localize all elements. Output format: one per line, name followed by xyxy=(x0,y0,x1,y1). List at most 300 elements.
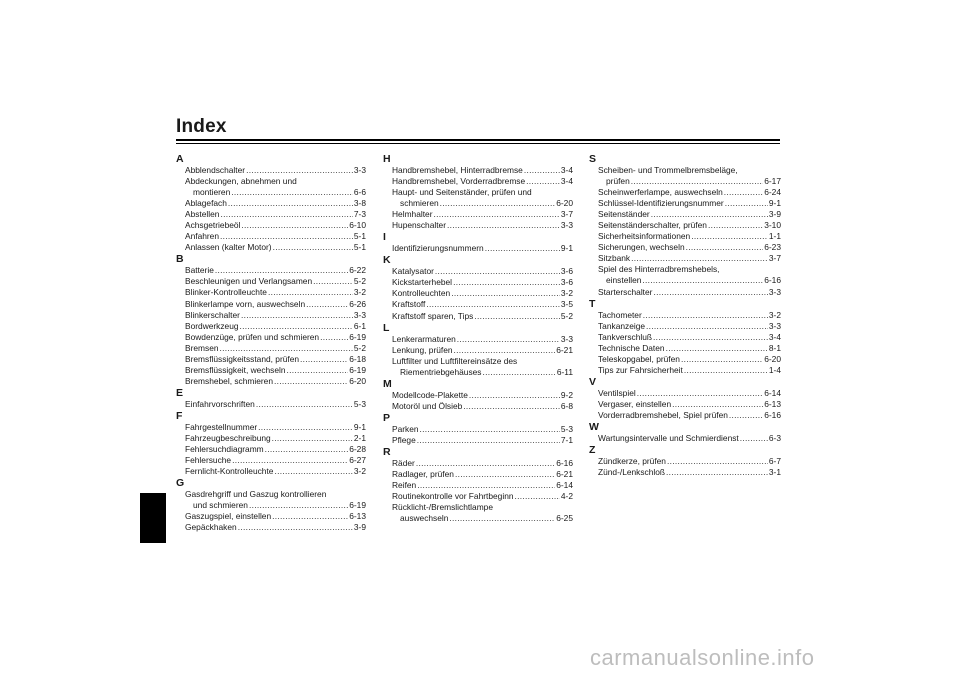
leader-dots xyxy=(440,198,556,209)
index-entry[interactable] xyxy=(589,467,781,478)
index-entry-text: Fehlersuchdiagramm xyxy=(185,444,264,455)
index-entry-text: Helmhalter xyxy=(392,209,433,220)
index-entry-text: Tachometer xyxy=(598,309,642,320)
index-entry[interactable] xyxy=(176,220,366,231)
index-entry-text: Starterschalter xyxy=(598,286,653,297)
section-letter: A xyxy=(176,153,184,165)
index-entry[interactable] xyxy=(176,310,366,321)
section-letter: R xyxy=(383,445,391,458)
index-entry-page: 6-18 xyxy=(349,353,366,364)
index-entry-page: 9-1 xyxy=(768,198,781,209)
index-entry-page: 1-4 xyxy=(768,364,781,375)
index-entry-text: Achsgetriebeöl xyxy=(185,220,241,231)
index-entry-page: 3-4 xyxy=(768,331,781,342)
index-entry-text: Fernlicht-Kontrolleuchte xyxy=(185,466,274,477)
index-entry[interactable] xyxy=(383,266,573,277)
index-entry[interactable] xyxy=(589,287,781,298)
index-entry[interactable] xyxy=(589,456,781,467)
index-entry[interactable] xyxy=(383,299,573,310)
index-entry-text: Zünd-/Lenkschloß xyxy=(598,467,666,478)
index-entry-page: 9-1 xyxy=(560,243,573,254)
index-entry-text: Blinker-Kontrolleuchte xyxy=(185,287,267,298)
index-entry[interactable] xyxy=(176,466,366,477)
index-entry-text: Pflege xyxy=(392,434,416,445)
leader-dots xyxy=(708,220,763,231)
leader-dots xyxy=(256,399,353,410)
index-entry-text: Ventilspiel xyxy=(598,387,636,398)
index-entry[interactable] xyxy=(176,209,366,220)
index-entry-text: Sicherheitsinformationen xyxy=(598,231,691,242)
index-entry-text: Anlassen (kalter Motor) xyxy=(185,242,272,253)
index-entry-page: 5-1 xyxy=(353,242,366,253)
index-entry-page: 3-9 xyxy=(768,209,781,220)
index-entry-page: 5-1 xyxy=(353,231,366,242)
index-entry-page: 5-2 xyxy=(353,342,366,353)
index-entry-page: 6-1 xyxy=(353,320,366,331)
index-entry[interactable] xyxy=(176,455,366,466)
index-entry-page: 6-26 xyxy=(349,298,366,309)
index-entry-page: 6-23 xyxy=(764,242,781,253)
index-entry-page: 3-3 xyxy=(353,309,366,320)
leader-dots xyxy=(232,455,348,466)
index-entry-text: Bremsflüssigkeit, wechseln xyxy=(185,364,286,375)
page-title: Index xyxy=(176,116,227,137)
index-entry[interactable] xyxy=(383,288,573,299)
leader-dots xyxy=(313,276,353,287)
index-entry-page: 3-4 xyxy=(560,165,573,175)
index-entry-text: Wartungsintervalle und Schmierdienst xyxy=(598,432,739,443)
section-letter: T xyxy=(589,297,596,310)
index-entry-text: Gaszugspiel, einstellen xyxy=(185,511,272,522)
title-rule-thick xyxy=(176,139,780,141)
index-entry-page: 3-6 xyxy=(560,277,573,288)
index-entry[interactable] xyxy=(383,401,573,412)
index-entry-text: montieren xyxy=(193,187,231,198)
index-entry[interactable] xyxy=(176,433,366,444)
index-entry-page: 6-16 xyxy=(764,275,781,286)
leader-dots xyxy=(453,277,560,288)
index-entry-page: 9-2 xyxy=(560,389,573,400)
index-entry[interactable] xyxy=(176,376,366,387)
index-entry[interactable] xyxy=(383,469,573,480)
leader-dots xyxy=(469,390,560,401)
leader-dots xyxy=(287,365,349,376)
index-entry[interactable] xyxy=(383,480,573,491)
index-entry[interactable] xyxy=(176,299,366,310)
index-entry-text: Bremshebel, schmieren xyxy=(185,375,273,386)
leader-dots xyxy=(451,288,560,299)
index-entry-text: Teleskopgabel, prüfen xyxy=(598,353,680,364)
index-entry[interactable] xyxy=(176,231,366,242)
index-entry-page: 5-3 xyxy=(353,398,366,409)
index-entry-text: Batterie xyxy=(185,265,214,276)
leader-dots xyxy=(724,187,763,198)
leader-dots xyxy=(485,243,560,254)
leader-dots xyxy=(274,376,348,387)
index-entry-page: 3-7 xyxy=(768,253,781,264)
index-entry-line: Spiel des Hinterradbremshebels, xyxy=(598,264,720,275)
index-entry-page: 3-2 xyxy=(560,288,573,299)
leader-dots xyxy=(220,343,353,354)
index-entry-page: 6-21 xyxy=(556,468,573,479)
index-entry-text: prüfen xyxy=(606,176,630,187)
index-entry-page: 3-1 xyxy=(768,467,781,478)
index-entry[interactable] xyxy=(589,433,781,444)
index-entry[interactable] xyxy=(176,422,366,433)
leader-dots xyxy=(474,311,560,322)
index-entry[interactable] xyxy=(589,209,781,220)
index-entry-text: Routinekontrolle vor Fahrtbeginn xyxy=(392,491,514,502)
index-entry-text: Anfahren xyxy=(185,231,219,242)
index-entry[interactable] xyxy=(176,511,366,522)
leader-dots xyxy=(272,511,348,522)
index-entry-text: Ablagefach xyxy=(185,198,227,209)
leader-dots xyxy=(215,265,348,276)
index-entry[interactable] xyxy=(176,343,366,354)
index-entry-text: Kontrolleuchten xyxy=(392,288,451,299)
leader-dots xyxy=(686,242,764,253)
index-entry-page: 6-19 xyxy=(349,364,366,375)
index-entry-page: 6-7 xyxy=(768,456,781,467)
leader-dots xyxy=(300,354,348,365)
index-entry-page: 3-3 xyxy=(768,286,781,297)
index-entry-page: 6-25 xyxy=(556,513,573,524)
index-entry-text: Parken xyxy=(392,423,419,434)
leader-dots xyxy=(241,310,353,321)
index-entry[interactable] xyxy=(383,311,573,322)
index-entry[interactable] xyxy=(383,165,573,176)
index-entry-page: 6-20 xyxy=(556,198,573,209)
leader-dots xyxy=(643,310,768,321)
index-entry-line: Rücklicht-/Bremslichtlampe xyxy=(392,502,493,513)
index-entry[interactable] xyxy=(176,399,366,410)
index-entry[interactable] xyxy=(589,310,781,321)
index-entry-line: Haupt- und Seitenständer, prüfen und xyxy=(392,187,532,198)
leader-dots xyxy=(482,367,555,378)
leader-dots xyxy=(526,176,560,187)
index-entry-page: 3-2 xyxy=(353,466,366,477)
index-entry-text: Beschleunigen und Verlangsamen xyxy=(185,276,313,287)
index-entry[interactable] xyxy=(589,332,781,343)
index-entry[interactable] xyxy=(589,242,781,253)
index-entry-text: Reifen xyxy=(392,480,417,491)
index-entry[interactable] xyxy=(589,388,781,399)
leader-dots xyxy=(246,165,353,176)
index-entry[interactable] xyxy=(176,165,366,176)
leader-dots xyxy=(220,231,353,242)
index-entry-page: 6-16 xyxy=(764,409,781,420)
leader-dots xyxy=(653,287,767,298)
leader-dots xyxy=(434,209,560,220)
index-entry[interactable] xyxy=(176,265,366,276)
leader-dots xyxy=(637,388,764,399)
index-entry-text: Fahrzeugbeschreibung xyxy=(185,432,271,443)
title-rule-thin xyxy=(176,143,780,144)
index-entry[interactable] xyxy=(589,354,781,365)
index-entry-text: einstellen xyxy=(606,275,642,286)
index-entry[interactable] xyxy=(383,367,573,378)
index-entry-text: und schmieren xyxy=(193,500,248,511)
index-entry[interactable] xyxy=(589,220,781,231)
leader-dots xyxy=(420,424,560,435)
index-entry-text: Handbremshebel, Vorderradbremse xyxy=(392,176,526,187)
index-entry-text: Räder xyxy=(392,457,415,468)
index-entry-text: Blinkerschalter xyxy=(185,309,240,320)
index-entry-page: 3-3 xyxy=(560,333,573,344)
leader-dots xyxy=(631,253,768,264)
index-entry-page: 6-3 xyxy=(768,432,781,443)
index-entry-text: Schlüssel-Identifizierungsnummer xyxy=(598,198,724,209)
index-entry-page: 3-9 xyxy=(353,522,366,533)
index-entry[interactable] xyxy=(383,209,573,220)
index-entry-text: Radlager, prüfen xyxy=(392,468,454,479)
index-entry-page: 3-7 xyxy=(560,209,573,220)
leader-dots xyxy=(268,287,353,298)
section-letter: L xyxy=(383,321,390,334)
index-entry-page: 3-2 xyxy=(768,309,781,320)
leader-dots xyxy=(416,458,555,469)
index-entry[interactable] xyxy=(589,231,781,242)
index-entry-page: 6-19 xyxy=(349,500,366,511)
leader-dots xyxy=(681,354,763,365)
index-entry[interactable] xyxy=(589,399,781,410)
leader-dots xyxy=(435,266,560,277)
leader-dots xyxy=(672,399,763,410)
index-entry-text: Hupenschalter xyxy=(392,220,447,231)
index-entry-text: Bremsflüssigkeitsstand, prüfen xyxy=(185,353,300,364)
leader-dots xyxy=(249,500,348,511)
index-entry-text: Modellcode-Plakette xyxy=(392,389,468,400)
leader-dots xyxy=(524,165,560,176)
index-entry-page: 6-27 xyxy=(349,455,366,466)
index-entry[interactable] xyxy=(383,491,573,502)
index-entry[interactable] xyxy=(176,198,366,209)
index-entry-page: 3-5 xyxy=(560,299,573,310)
leader-dots xyxy=(515,491,560,502)
index-entry-page: 3-3 xyxy=(353,165,366,175)
leader-dots xyxy=(241,220,348,231)
index-entry-page: 1-1 xyxy=(768,231,781,242)
index-entry[interactable] xyxy=(383,513,573,524)
index-entry[interactable] xyxy=(176,500,366,511)
index-entry[interactable] xyxy=(176,354,366,365)
index-entry[interactable] xyxy=(176,187,366,198)
index-entry[interactable] xyxy=(383,345,573,356)
index-entry-page: 3-3 xyxy=(768,320,781,331)
index-entry-page: 9-1 xyxy=(353,421,366,432)
leader-dots xyxy=(258,422,353,433)
index-entry[interactable] xyxy=(383,243,573,254)
index-entry[interactable] xyxy=(589,187,781,198)
index-entry-page: 6-20 xyxy=(764,353,781,364)
section-letter: G xyxy=(176,477,185,490)
index-entry-text: schmieren xyxy=(400,198,439,209)
section-letter: F xyxy=(176,409,183,422)
leader-dots xyxy=(265,444,349,455)
chapter-thumb-tab xyxy=(140,493,166,543)
leader-dots xyxy=(653,332,768,343)
index-entry-page: 3-10 xyxy=(764,220,781,231)
index-entry-page: 3-2 xyxy=(353,287,366,298)
index-entry[interactable] xyxy=(589,253,781,264)
index-entry[interactable] xyxy=(589,365,781,376)
leader-dots xyxy=(231,187,353,198)
index-entry-text: Abstellen xyxy=(185,209,220,220)
index-entry-page: 6-17 xyxy=(764,176,781,187)
index-entry-page: 3-4 xyxy=(560,176,573,187)
index-entry-text: Abblendschalter xyxy=(185,165,246,175)
index-entry[interactable] xyxy=(176,276,366,287)
index-entry-text: Blinkerlampe vorn, auswechseln xyxy=(185,298,306,309)
leader-dots xyxy=(228,198,353,209)
index-entry-text: Vergaser, einstellen xyxy=(598,398,672,409)
index-entry-page: 3-8 xyxy=(353,198,366,209)
index-entry-page: 8-1 xyxy=(768,342,781,353)
index-entry[interactable] xyxy=(176,522,366,533)
watermark: carmanualsonline.info xyxy=(590,645,815,670)
section-letter: E xyxy=(176,386,184,399)
index-entry[interactable] xyxy=(383,334,573,345)
index-entry[interactable] xyxy=(383,176,573,187)
leader-dots xyxy=(691,231,768,242)
leader-dots xyxy=(447,220,560,231)
index-entry-page: 5-3 xyxy=(560,423,573,434)
section-letter: H xyxy=(383,153,391,165)
section-letter: M xyxy=(383,377,392,390)
index-entry-text: Sitzbank xyxy=(598,253,631,264)
index-entry[interactable] xyxy=(589,343,781,354)
index-entry-line: Abdeckungen, abnehmen und xyxy=(185,176,297,187)
index-entry-text: Handbremshebel, Hinterradbremse xyxy=(392,165,523,175)
index-entry-page: 6-19 xyxy=(349,331,366,342)
section-letter: S xyxy=(589,153,597,165)
leader-dots xyxy=(666,343,768,354)
section-letter: I xyxy=(383,231,386,244)
index-entry-line: Gasdrehgriff und Gaszug kontrollieren xyxy=(185,489,327,500)
index-entry-text: Tips zur Fahrsicherheit xyxy=(598,364,683,375)
index-entry-text: Lenkerarmaturen xyxy=(392,333,456,344)
index-entry[interactable] xyxy=(176,365,366,376)
index-entry-page: 6-20 xyxy=(349,375,366,386)
index-entry-line: Luftfilter und Luftfiltereinsätze des xyxy=(392,355,518,366)
index-entry-text: Gepäckhaken xyxy=(185,522,237,533)
leader-dots xyxy=(220,209,352,220)
index-entry-page: 4-2 xyxy=(560,491,573,502)
index-entry-page: 6-14 xyxy=(764,387,781,398)
section-letter: V xyxy=(589,375,597,388)
index-entry-page: 6-10 xyxy=(349,220,366,231)
index-entry-text: Katalysator xyxy=(392,266,434,277)
index-entry-page: 6-16 xyxy=(556,457,573,468)
index-entry-text: Bremsen xyxy=(185,342,219,353)
index-entry-text: Tankverschluß xyxy=(598,331,652,342)
index-entry-page: 6-21 xyxy=(556,344,573,355)
index-entry-page: 5-2 xyxy=(560,310,573,321)
index-entry-text: Identifizierungsnummern xyxy=(392,243,484,254)
leader-dots xyxy=(449,513,555,524)
leader-dots xyxy=(729,410,763,421)
index-entry-text: Seitenständer xyxy=(598,209,650,220)
index-entry-page: 6-22 xyxy=(349,265,366,276)
index-entry-text: Kraftstoff sparen, Tips xyxy=(392,310,474,321)
index-entry-page: 6-8 xyxy=(560,400,573,411)
index-entry-text: Scheinwerferlampe, auswechseln xyxy=(598,187,723,198)
index-column-2 xyxy=(383,153,573,524)
index-entry[interactable] xyxy=(589,275,781,286)
section-letter: P xyxy=(383,411,391,424)
index-entry[interactable] xyxy=(589,176,781,187)
leader-dots xyxy=(417,480,555,491)
index-entry[interactable] xyxy=(589,198,781,209)
index-column-1 xyxy=(176,153,366,533)
index-entry-page: 6-13 xyxy=(349,511,366,522)
index-entry-page: 2-1 xyxy=(353,432,366,443)
leader-dots xyxy=(740,433,768,444)
leader-dots xyxy=(455,469,555,480)
index-entry-page: 7-3 xyxy=(353,209,366,220)
leader-dots xyxy=(666,467,768,478)
leader-dots xyxy=(417,435,560,446)
leader-dots xyxy=(273,242,353,253)
index-entry[interactable] xyxy=(176,332,366,343)
index-entry-text: Seitenständerschalter, prüfen xyxy=(598,220,707,231)
index-entry-text: Tankanzeige xyxy=(598,320,646,331)
leader-dots xyxy=(320,332,348,343)
index-entry[interactable] xyxy=(383,390,573,401)
index-entry-page: 6-13 xyxy=(764,398,781,409)
leader-dots xyxy=(684,365,768,376)
leader-dots xyxy=(272,433,353,444)
index-entry[interactable] xyxy=(383,220,573,231)
index-entry-text: Kickstarterhebel xyxy=(392,277,453,288)
index-entry-text: Motoröl und Ölsieb xyxy=(392,400,463,411)
index-entry-page: 6-11 xyxy=(556,366,573,377)
index-entry-text: Einfahrvorschriften xyxy=(185,398,255,409)
section-letter: K xyxy=(383,254,391,267)
index-entry[interactable] xyxy=(383,198,573,209)
index-entry[interactable] xyxy=(383,424,573,435)
index-entry-text: Zündkerze, prüfen xyxy=(598,456,666,467)
index-entry[interactable] xyxy=(383,458,573,469)
index-entry[interactable] xyxy=(176,242,366,253)
leader-dots xyxy=(725,198,768,209)
index-entry[interactable] xyxy=(383,277,573,288)
index-entry[interactable] xyxy=(589,410,781,421)
index-entry[interactable] xyxy=(176,287,366,298)
index-entry-text: Riementriebgehäuses xyxy=(400,366,482,377)
index-entry-text: auswechseln xyxy=(400,513,449,524)
leader-dots xyxy=(631,176,763,187)
section-letter: W xyxy=(589,420,599,433)
index-entry[interactable] xyxy=(589,321,781,332)
leader-dots xyxy=(454,345,556,356)
index-entry[interactable] xyxy=(176,444,366,455)
index-entry-page: 6-24 xyxy=(764,187,781,198)
leader-dots xyxy=(642,275,763,286)
index-entry-text: Kraftstoff xyxy=(392,299,426,310)
index-entry[interactable] xyxy=(176,321,366,332)
index-entry-text: Fehlersuche xyxy=(185,455,232,466)
leader-dots xyxy=(457,334,560,345)
index-entry-text: Technische Daten xyxy=(598,342,665,353)
index-entry-text: Bordwerkzeug xyxy=(185,320,239,331)
index-column-3 xyxy=(589,153,781,478)
leader-dots xyxy=(274,466,352,477)
index-entry-text: Bowdenzüge, prüfen und schmieren xyxy=(185,331,320,342)
index-entry[interactable] xyxy=(383,435,573,446)
index-entry-page: 6-14 xyxy=(556,480,573,491)
index-entry-page: 6-28 xyxy=(349,444,366,455)
